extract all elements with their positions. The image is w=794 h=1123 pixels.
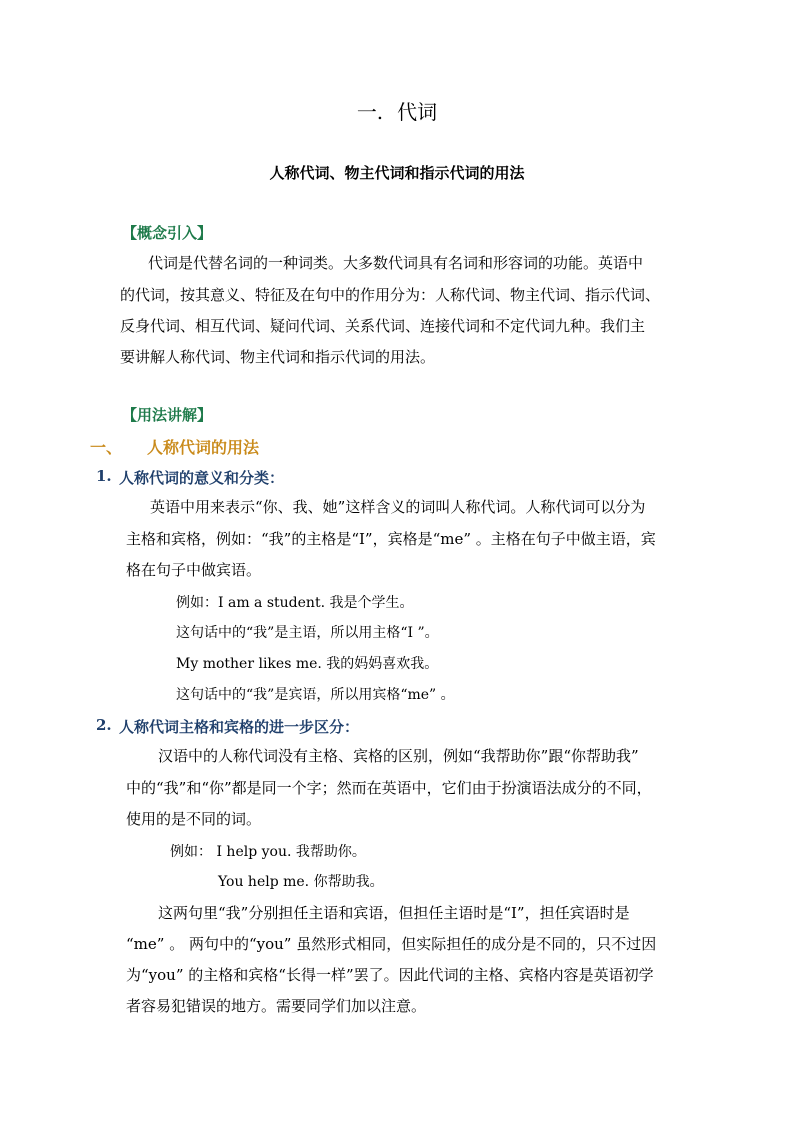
part-number: 一、 <box>90 438 123 457</box>
item1-example: My mother likes me. 我的妈妈喜欢我。 <box>176 656 439 672</box>
item2-line: 使用的是不同的词。 <box>126 810 262 828</box>
item1-example: 例如：I am a student. 我是个学生。 <box>176 595 414 611</box>
item2-title: 人称代词主格和宾格的进一步区分： <box>119 718 360 736</box>
usage-heading: 【用法讲解】 <box>122 406 213 424</box>
concept-heading: 【概念引入】 <box>122 224 213 242</box>
item2-closing-line: 为“you” 的主格和宾格“长得一样”罢了。因此代词的主格、宾格内容是英语初学 <box>126 966 654 984</box>
item2-example: 例如： I help you. 我帮助你。 <box>170 844 366 860</box>
item1-number: 1. <box>96 467 112 485</box>
page-title <box>0 96 794 125</box>
item1-example: 这句话中的“我”是宾语，所以用宾格“me” 。 <box>176 687 455 703</box>
item1-example: 这句话中的“我”是主语，所以用主格“I ”。 <box>176 625 439 641</box>
item2-closing-line: 者容易犯错误的地方。需要同学们加以注意。 <box>126 997 427 1015</box>
page-subtitle: 人称代词、物主代词和指示代词的用法 <box>269 164 525 182</box>
concept-line: 的代词，按其意义、特征及在句中的作用分为：人称代词、物主代词、指示代词、 <box>120 286 661 304</box>
title-number: 一. <box>356 100 384 124</box>
concept-line: 反身代词、相互代词、疑问代词、关系代词、连接代词和不定代词九种。我们主 <box>120 317 646 335</box>
item1-line: 主格和宾格，例如：“我”的主格是“I”，宾格是“me” 。主格在句子中做主语，宾 <box>126 530 656 548</box>
title-text: 代词 <box>397 100 438 124</box>
item2-closing-line: 这两句里“我”分别担任主语和宾语，但担任主语时是“I”，担任宾语时是 <box>158 904 630 922</box>
item2-example: You help me. 你帮助我。 <box>218 874 384 890</box>
item2-number: 2. <box>96 716 112 734</box>
item1-line: 英语中用来表示“你、我、她”这样含义的词叫人称代词。人称代词可以分为 <box>150 498 646 516</box>
concept-line: 代词是代替名词的一种词类。大多数代词具有名词和形容词的功能。英语中 <box>148 254 644 272</box>
item2-line: 中的“我”和“你”都是同一个字；然而在英语中，它们由于扮演语法成分的不同， <box>126 779 652 797</box>
item2-closing-line: “me” 。 两句中的“you” 虽然形式相同，但实际担任的成分是不同的，只不过因 <box>126 935 657 953</box>
item2-line: 汉语中的人称代词没有主格、宾格的区别，例如“我帮助你”跟“你帮助我” <box>158 747 639 765</box>
item1-line: 格在句子中做宾语。 <box>126 561 262 579</box>
concept-line: 要讲解人称代词、物主代词和指示代词的用法。 <box>120 348 436 366</box>
part-title: 人称代词的用法 <box>147 438 260 457</box>
item1-title: 人称代词的意义和分类： <box>119 469 285 487</box>
